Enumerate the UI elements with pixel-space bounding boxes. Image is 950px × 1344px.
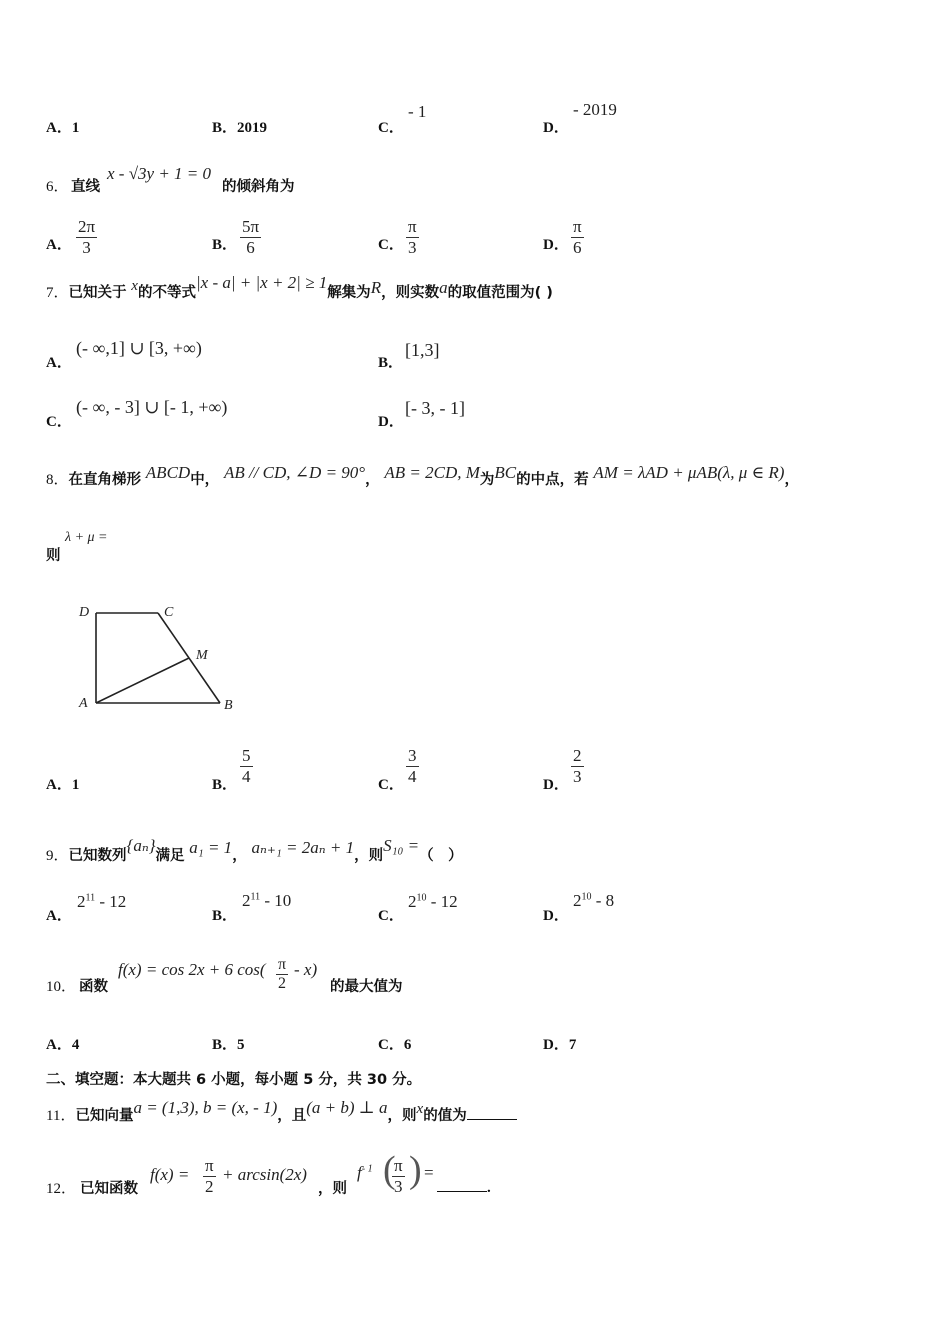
- q12-func-left: f(x) =: [150, 1165, 190, 1184]
- q8-then: 则: [46, 548, 61, 564]
- q6-option-b-fraction: $\frac{5\pi}{6}$: [242, 217, 260, 257]
- q8-option-b-label: B．: [212, 777, 238, 793]
- q6-equation: x - √3y + 1 = 0: [107, 164, 212, 183]
- q8-option-d-fraction: $\frac{2}{3}$: [573, 746, 582, 786]
- vertex-label-A: A: [79, 696, 88, 711]
- q12-left-paren: (: [383, 1149, 396, 1191]
- q12-answer-blank[interactable]: [437, 1177, 487, 1192]
- q11-number: 11．: [46, 1108, 76, 1124]
- q11-answer-blank[interactable]: [467, 1105, 517, 1120]
- q5-option-d-label: D．: [543, 120, 569, 136]
- q12-eq: =: [424, 1163, 434, 1182]
- vertex-label-C: C: [164, 605, 174, 620]
- q6-option-b-label: B．: [212, 237, 238, 253]
- q7-option-d-value: [- 3, - 1]: [405, 398, 465, 418]
- q7-option-a-value: (- ∞,1] ∪ [3, +∞): [76, 338, 202, 358]
- q8-number: 8．: [46, 472, 69, 488]
- q9-option-c-label: C．: [378, 908, 404, 924]
- q8-option-d-label: D．: [543, 777, 569, 793]
- q12-answer: .: [437, 1177, 491, 1197]
- q10-func-right: - x): [294, 960, 318, 979]
- q6-suffix: 的倾斜角为: [222, 179, 295, 195]
- q6-option-a-label: A．: [46, 237, 72, 253]
- q6-prefix: 直线: [71, 179, 100, 195]
- q7-number: 7．: [46, 285, 69, 301]
- point-label-M: M: [196, 648, 208, 663]
- q8-option-c-label: C．: [378, 777, 404, 793]
- vertex-label-D: D: [79, 605, 90, 620]
- q9-option-b-value: $2^{11} - 10$: [242, 891, 292, 910]
- q10-option-d: D．7: [543, 1037, 577, 1053]
- q6-option-a-fraction: $\frac{2\pi}{3}$: [78, 217, 96, 257]
- q8-option-c-fraction: $\frac{3}{4}$: [408, 746, 417, 786]
- q6-option-c-label: C．: [378, 237, 404, 253]
- section-heading: 二、填空题：本大题共 6 小题，每小题 5 分，共 30 分。: [46, 1072, 422, 1088]
- q12-arg-fraction: $\frac{\pi}{3}$: [394, 1156, 403, 1196]
- q10-suffix: 的最大值为: [330, 979, 403, 995]
- q11-stem: 11．已知向量a = (1,3), b = (x, - 1)，且(a + b) ⊥ a，则x的值为: [46, 1104, 517, 1125]
- q5-option-c-label: C．: [378, 120, 404, 136]
- q7-option-a-label: A．: [46, 355, 72, 371]
- q9-number: 9．: [46, 848, 69, 864]
- q5-option-c-value: - 1: [408, 102, 427, 121]
- q7-inequality: |x - a| + |x + 2| ≥ 1: [195, 273, 328, 292]
- q10-option-a: A．4: [46, 1037, 80, 1053]
- q12-inverse: $f^{- 1}$: [357, 1163, 373, 1182]
- q9-option-a-label: A．: [46, 908, 72, 924]
- q12-mid: ，则: [318, 1181, 347, 1197]
- q9-option-b-label: B．: [212, 908, 238, 924]
- q6-option-c-fraction: $\frac{\pi}{3}$: [408, 217, 417, 257]
- q10-func-left: f(x) = cos 2x + 6 cos(: [118, 960, 266, 979]
- q8-stem: 8．在直角梯形 ABCD中， AB // CD, ∠D = 90°， AB = 2CD, M为BC的中点，若 AM = λAD + μAB(λ, μ ∈ R)，: [46, 463, 799, 488]
- q12-fraction: $\frac{\pi}{2}$: [205, 1156, 214, 1196]
- q12-number: 12．: [46, 1181, 77, 1197]
- vertex-label-B: B: [224, 698, 233, 713]
- q9-option-a-value: $2^{11} - 12$: [77, 892, 127, 911]
- q10-fraction: $\frac{\pi}{2}$: [278, 956, 287, 992]
- q12-prefix: 已知函数: [80, 1181, 138, 1197]
- q7-option-c-label: C．: [46, 414, 72, 430]
- q7-stem: 7．已知关于 x的不等式|x - a| + |x + 2| ≥ 1解集为R，则实数a的取值范围为( ): [46, 273, 553, 301]
- q5-option-d-value: - 2019: [573, 100, 617, 119]
- trapezoid-figure: [70, 596, 250, 720]
- q9-option-d-label: D．: [543, 908, 569, 924]
- q6-number: 6．: [46, 179, 69, 195]
- q9-stem: 9．已知数列{aₙ}满足 a₁ = 1， aₙ₊₁ = 2aₙ + 1，则S₁₀ =（ ）: [46, 836, 463, 864]
- q9-option-c-value: $2^{10} - 12$: [408, 892, 458, 911]
- q8-ask: λ + μ =: [65, 530, 108, 545]
- q10-number: 10．: [46, 979, 77, 995]
- q7-option-b-value: [1,3]: [405, 340, 440, 360]
- q12-right-paren: ): [409, 1149, 422, 1191]
- q5-option-a: A．1: [46, 120, 80, 136]
- q5-option-b: B．2019: [212, 120, 268, 136]
- q10-option-c: C．6: [378, 1037, 412, 1053]
- q10-prefix: 函数: [79, 979, 108, 995]
- segment-AM: [96, 658, 189, 703]
- q7-option-b-label: B．: [378, 355, 404, 371]
- q10-option-b: B．5: [212, 1037, 245, 1053]
- q9-option-d-value: $2^{10} - 8$: [573, 891, 615, 910]
- q12-func-right: + arcsin(2x): [222, 1165, 307, 1184]
- q6-option-d-label: D．: [543, 237, 569, 253]
- q8-option-a: A．1: [46, 777, 80, 793]
- q6-option-d-fraction: $\frac{\pi}{6}$: [573, 217, 582, 257]
- q7-option-d-label: D．: [378, 414, 404, 430]
- q8-option-b-fraction: $\frac{5}{4}$: [242, 746, 251, 786]
- q7-option-c-value: (- ∞, - 3] ∪ [- 1, +∞): [76, 397, 228, 417]
